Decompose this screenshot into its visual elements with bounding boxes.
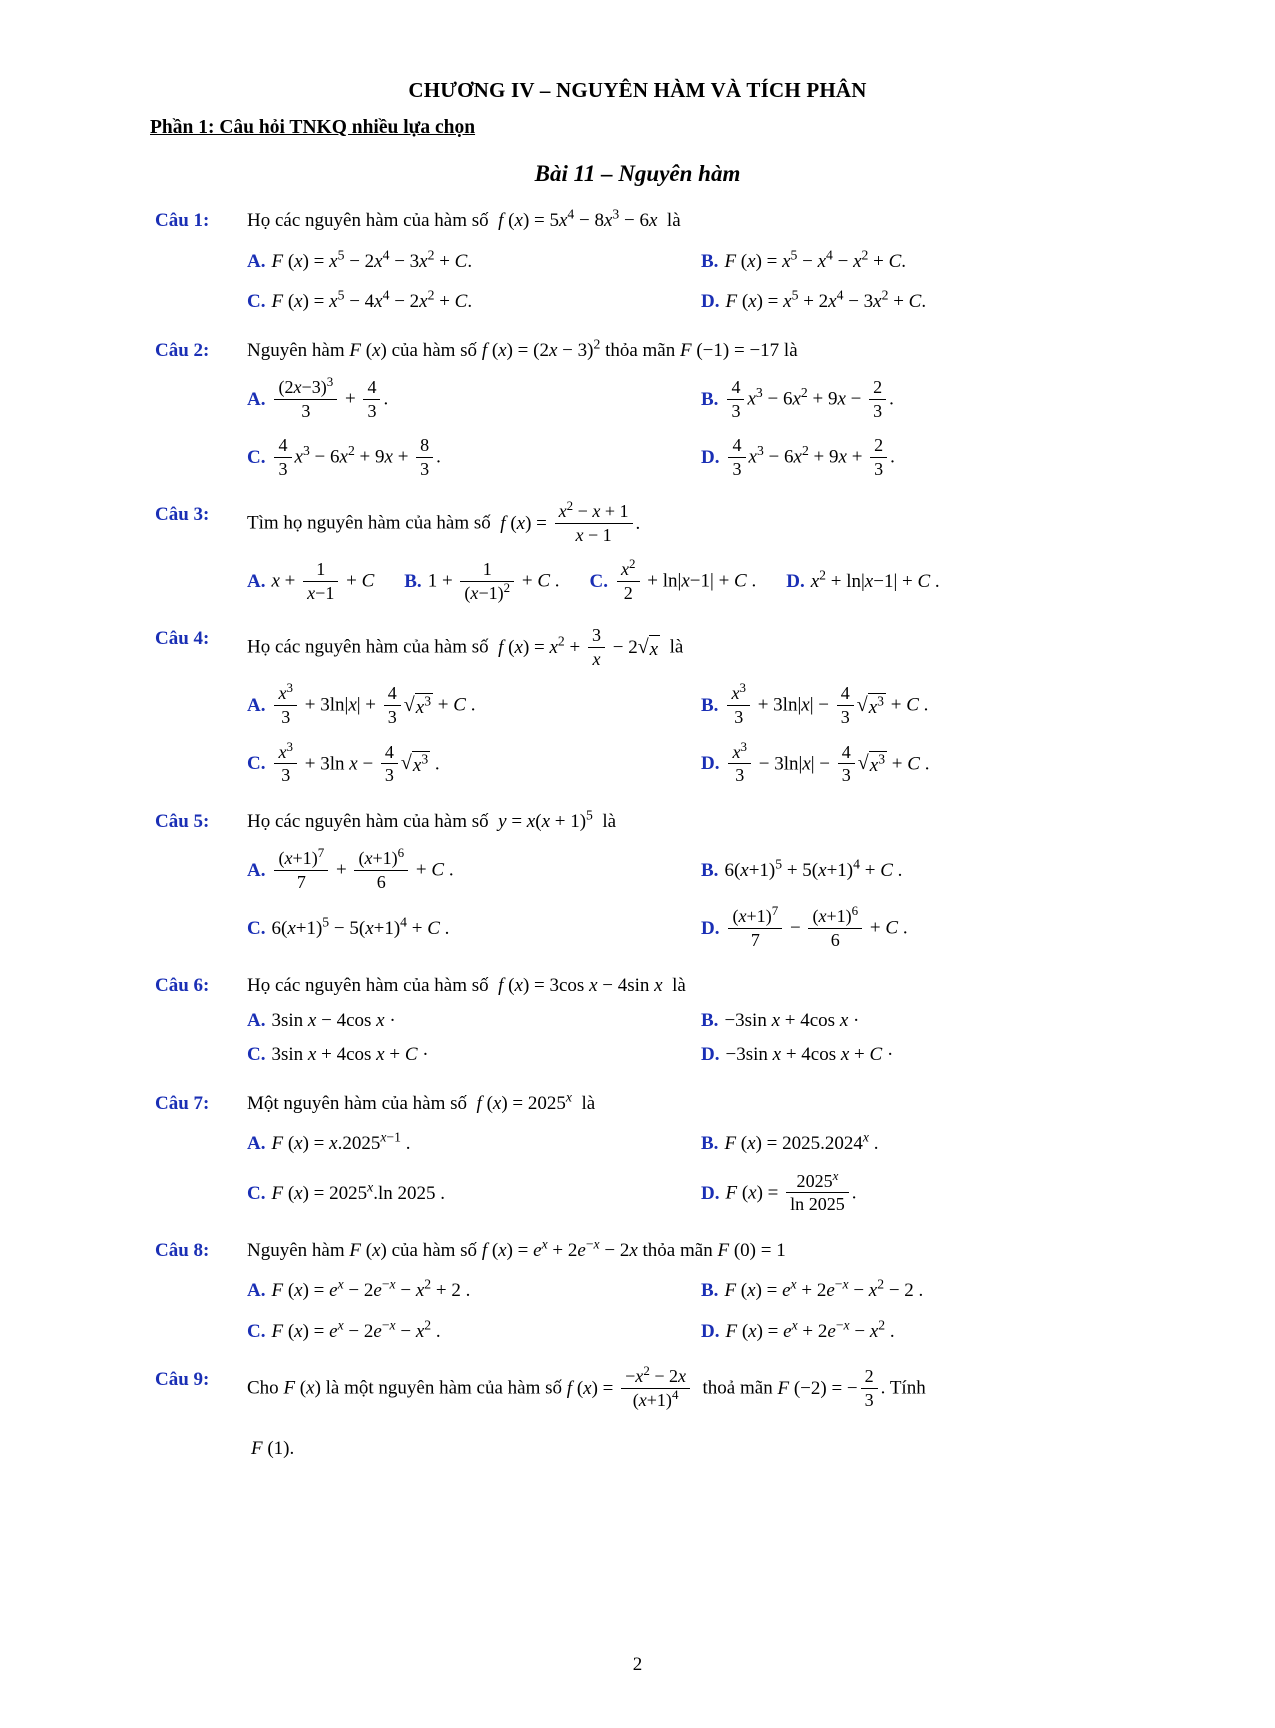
question-text: Một nguyên hàm của hàm số f $(x) = 2025^x$ là (247, 1089, 596, 1114)
question-text: Tìm họ nguyên hàm của hàm số f (x) = $\frac{x^2 - x + 1}{x - 1}$ . (247, 498, 641, 545)
option-d[interactable]: D. F $(x) = x^5 + 2x^4 - 3x^2 + C$. (701, 288, 1155, 317)
question-1-options (0, 248, 1275, 317)
option-letter: A. (247, 695, 266, 717)
option-b[interactable]: B. $6(x+1)^5 + 5(x+1)^4 + C$ . (701, 848, 1155, 894)
question-text: Cho F (x) là một nguyên hàm của hàm số f (x) = $\frac{-x^2 - 2x}{(x+1)^4}$ thoả mãn F (−2) = − $\frac{2}{3}$ . Tính F (1). (247, 1363, 926, 1459)
question-label: Câu 9: (155, 1369, 210, 1391)
option-letter: B. (404, 571, 422, 593)
option-letter: B. (701, 250, 719, 272)
question-text: Họ các nguyên hàm của hàm số f (x) = 3cos x − 4sin x là (247, 975, 686, 997)
option-c[interactable]: C. 3sin x + 4cos x + C · (247, 1041, 701, 1070)
option-c[interactable]: C. $\frac{4}{3}$ $x^3 - 6x^2 + 9x$ + $\frac{8}{3}$ . (247, 435, 441, 479)
option-letter: B. (701, 859, 719, 881)
option-letter: A. (247, 1133, 266, 1155)
option-letter: A. (247, 1280, 266, 1302)
option-letter: A. (247, 859, 266, 881)
question-4-options (0, 680, 1275, 787)
option-letter: C. (247, 1182, 266, 1204)
question-label: Câu 3: (155, 504, 210, 526)
question-5 (0, 808, 1275, 837)
question-text: Nguyên hàm F (x) của hàm số f $(x) = (2x - 3)^2$ thỏa mãn F (−1) = −17 là (247, 336, 798, 361)
option-letter: D. (701, 753, 720, 775)
question-8-options (0, 1277, 1275, 1346)
question-5-options (0, 845, 1275, 952)
question-1 (0, 207, 1275, 236)
option-c[interactable]: C. $\frac{x^3}{3}$ + 3ln x − $\frac{4}{3}$ √ $x^3$ . (247, 738, 440, 786)
question-label: Câu 5: (155, 810, 210, 832)
option-b[interactable]: B. F $(x) = 2025.2024^x$ . (701, 1130, 1155, 1159)
option-letter: D. (786, 571, 805, 593)
option-a[interactable]: A. F $(x) = x.2025^{x-1}$ . (247, 1130, 701, 1159)
option-d[interactable]: D. F $(x) = e^x + 2e^{-x} - x^2$ . (701, 1318, 1155, 1347)
question-6 (0, 972, 1275, 1001)
option-letter: A. (247, 250, 266, 272)
option-letter: D. (701, 1182, 720, 1204)
document-page (0, 78, 1275, 1728)
option-letter: C. (247, 1320, 266, 1342)
option-c[interactable]: C. $6(x+1)^5 - 5(x+1)^4 + C$ . (247, 906, 701, 952)
option-a[interactable]: A. $\frac{(2x-3)^3}{3}$ + $\frac{4}{3}$ . (247, 373, 389, 421)
option-letter: C. (247, 446, 266, 468)
option-b[interactable]: B. $\frac{4}{3}$ $x^3 - 6x^2 + 9x$ − $\frac{2}{3}$ . (701, 377, 894, 421)
question-label: Câu 1: (155, 210, 210, 231)
option-c[interactable]: C. $\frac{x^2}{2}$ + ln|x−1| + C . (589, 556, 757, 603)
option-a[interactable]: A. F $(x) = x^5 - 2x^4 - 3x^2 + C$. (247, 248, 701, 277)
option-letter: A. (247, 388, 266, 410)
option-a[interactable]: A. $\frac{(x+1)^7}{7}$ + $\frac{(x+1)^6}{6}$ + C . (247, 845, 454, 892)
question-3-options (0, 556, 1275, 605)
option-a[interactable]: A. F $(x) = e^x - 2e^{-x} - x^2 + 2$ . (247, 1277, 701, 1306)
option-letter: A. (247, 571, 266, 593)
section-heading: Phần 1: Câu hỏi TNKQ nhiều lựa chọn (150, 117, 476, 138)
option-d[interactable]: D. $\frac{4}{3}$ $x^3 - 6x^2 + 9x$ + $\frac{2}{3}$ . (701, 435, 895, 479)
option-letter: C. (247, 1044, 266, 1066)
option-c[interactable]: C. F $(x) = 2025^x.\ln$ 2025 . (247, 1171, 701, 1217)
question-text: Nguyên hàm F (x) của hàm số f $(x) = e^x + 2e^{-x} - 2x$ thỏa mãn F (0) = 1 (247, 1236, 786, 1261)
option-letter: D. (701, 918, 720, 940)
option-c[interactable]: C. F $(x) = x^5 - 4x^4 - 2x^2 + C$. (247, 288, 701, 317)
option-letter: B. (701, 1009, 719, 1031)
question-label: Câu 6: (155, 975, 210, 997)
option-a[interactable]: A. x + $\frac{1}{x-1}$ + C (247, 559, 375, 603)
question-7 (0, 1090, 1275, 1119)
option-d[interactable]: D. $\frac{(x+1)^7}{7}$ − $\frac{(x+1)^6}{6}$ + C . (701, 903, 908, 950)
option-letter: B. (701, 1280, 719, 1302)
option-letter: D. (701, 1044, 720, 1066)
option-b[interactable]: B. $\frac{x^3}{3}$ + 3ln|x| − $\frac{4}{3}$ √ $x^3$ + C . (701, 680, 929, 728)
option-letter: D. (701, 446, 720, 468)
option-letter: D. (701, 291, 720, 312)
option-d[interactable]: D. $\frac{x^3}{3}$ − 3ln|x| − $\frac{4}{3}$ √ $x^3$ + C . (701, 738, 930, 786)
question-8 (0, 1237, 1275, 1266)
question-label: Câu 8: (155, 1239, 210, 1261)
option-letter: A. (247, 1009, 266, 1031)
option-b[interactable]: B. −3sin x + 4cos x · (701, 1007, 1155, 1036)
question-7-options (0, 1130, 1275, 1217)
option-letter: C. (247, 918, 266, 940)
option-a[interactable]: A. 3sin x − 4cos x · (247, 1007, 701, 1036)
question-4 (0, 625, 1275, 671)
question-9 (0, 1363, 1275, 1463)
question-label: Câu 4: (155, 628, 210, 650)
page-number: 2 (632, 1654, 643, 1675)
lesson-title: Bài 11 – Nguyên hàm (534, 161, 741, 186)
question-label: Câu 2: (155, 339, 210, 361)
question-label: Câu 7: (155, 1092, 210, 1114)
option-d[interactable]: D. $x^2 + \ln|x-1| + C$ . (786, 559, 939, 605)
option-letter: C. (589, 571, 609, 593)
page-title: CHƯƠNG IV – NGUYÊN HÀM VÀ TÍCH PHÂN (408, 78, 867, 102)
question-text: Họ các nguyên hàm của hàm số $y = x(x + 1)^5$ là (247, 807, 617, 832)
option-letter: B. (701, 388, 719, 410)
option-letter: B. (701, 695, 719, 717)
option-b[interactable]: B. F $(x) = x^5 - x^4 - x^2 + C$. (701, 248, 1155, 277)
question-2 (0, 337, 1275, 366)
option-letter: C. (247, 753, 266, 775)
option-c[interactable]: C. F $(x) = e^x - 2e^{-x} - x^2$ . (247, 1318, 701, 1347)
option-d[interactable]: D. F (x) = $\frac{2025^x}{\ln 2025}$ . (701, 1167, 857, 1215)
option-d[interactable]: D. −3sin x + 4cos x + C · (701, 1041, 1155, 1070)
option-b[interactable]: B. F $(x) = e^x + 2e^{-x} - x^2 - 2$ . (701, 1277, 1155, 1306)
question-2-options (0, 373, 1275, 481)
option-letter: D. (701, 1320, 720, 1342)
question-text: Họ các nguyên hàm của hàm số f $(x) = 5x^4 - 8x^3 - 6x$ là (247, 206, 681, 231)
question-3 (0, 498, 1275, 547)
question-text: Họ các nguyên hàm của hàm số f $(x) = x^2$ + $\frac{3}{x}$ − 2 √ x là (247, 625, 684, 669)
option-letter: C. (247, 291, 266, 312)
option-letter: B. (701, 1133, 719, 1155)
option-b[interactable]: B. 1 + $\frac{1}{(x-1)^2}$ + C . (404, 559, 560, 603)
question-6-options (0, 1007, 1275, 1070)
option-a[interactable]: A. $\frac{x^3}{3}$ + 3ln|x| + $\frac{4}{3}$ √ $x^3$ + C . (247, 680, 476, 728)
